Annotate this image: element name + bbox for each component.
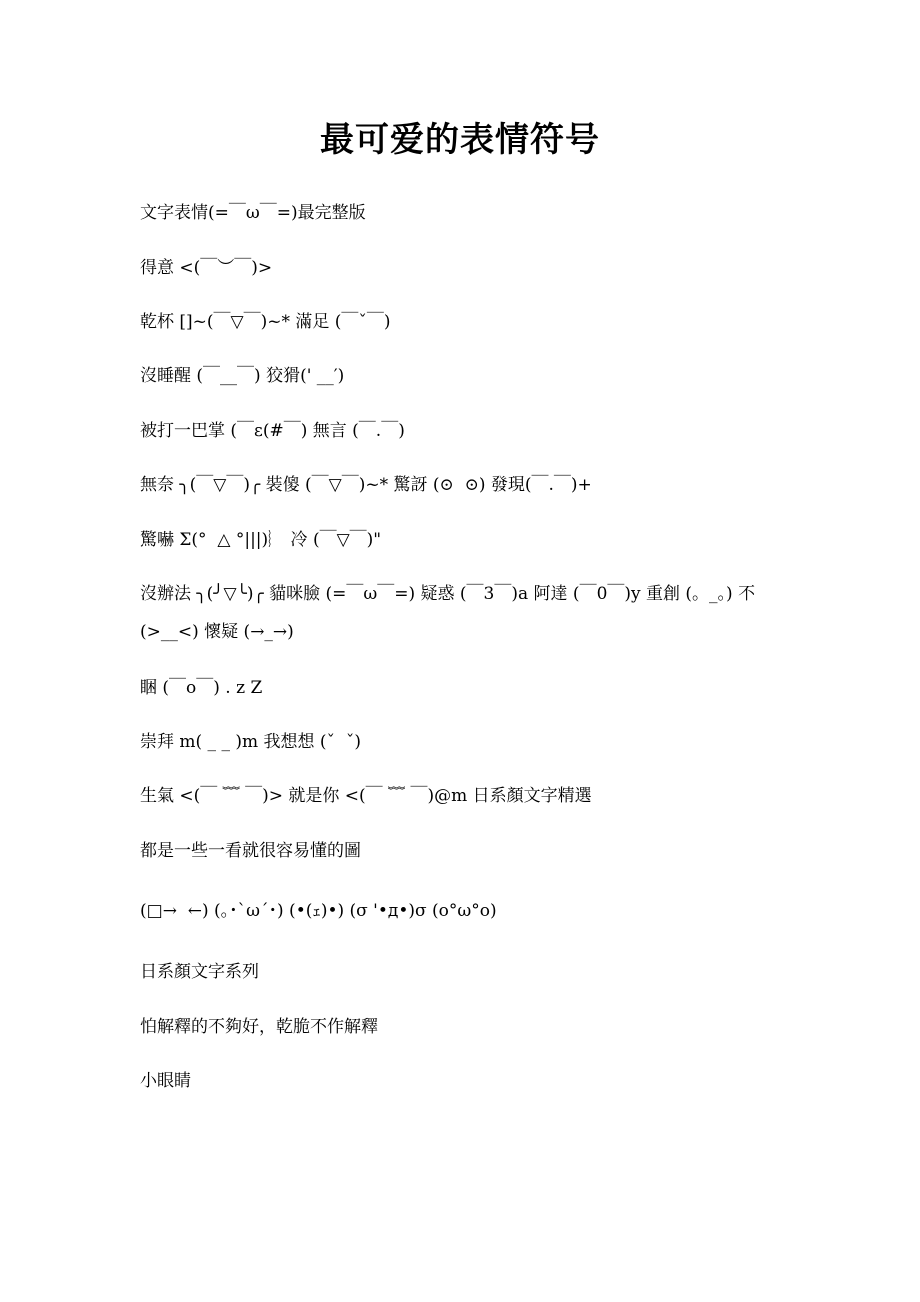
text-line: 無奈 ╮(￣▽￣)╭ 裝傻 (￣▽￣)~* 驚訝 (⊙ ⊙) 發現(￣.￣)+: [140, 475, 592, 495]
text-line: 小眼睛: [140, 1071, 191, 1091]
text-line: 睏 (￣o￣) . z Z: [140, 678, 263, 698]
text-line: 日系顏文字系列: [140, 962, 259, 982]
text-line: 生氣 <(￣ ﹌ ￣)> 就是你 <(￣ ﹌ ￣)@m 日系顏文字精選: [140, 786, 592, 806]
text-line: 崇拜 m( _ _ )m 我想想 (ˇ ˇ): [140, 732, 361, 752]
document-title: 最可爱的表情符号: [320, 120, 600, 160]
text-line: 沒辦法 ╮(╯▽╰)╭ 貓咪臉 (=￣ω￣=) 疑惑 (￣3￣)a 阿達 (￣0￣)y 重創 (。_。) 不 (>__<) 懷疑 (→_→): [140, 584, 761, 642]
text-line: 沒睡醒 (￣__￣) 狡猾(' __′): [140, 366, 345, 386]
text-line: 怕解釋的不夠好，乾脆不作解釋: [140, 1017, 378, 1037]
text-line: 得意 <(￣︶￣)>: [140, 258, 273, 278]
text-line: 文字表情(=￣ω￣=)最完整版: [140, 203, 366, 223]
text-line: 乾杯 []~(￣▽￣)~* 滿足 (￣ˇ￣): [140, 312, 391, 332]
text-line: (□→ ←) (｡･`ω´･) (•(ｪ)•) (σ '•д•)σ (o°ω°o): [140, 901, 497, 921]
text-line: 被打一巴掌 (￣ε(#￣) 無言 (￣.￣): [140, 421, 405, 441]
text-line: 都是一些一看就很容易懂的圖: [140, 841, 361, 861]
text-line: 驚嚇 Σ(° △ °|||)︴ 冷 (￣▽￣)": [140, 530, 382, 550]
